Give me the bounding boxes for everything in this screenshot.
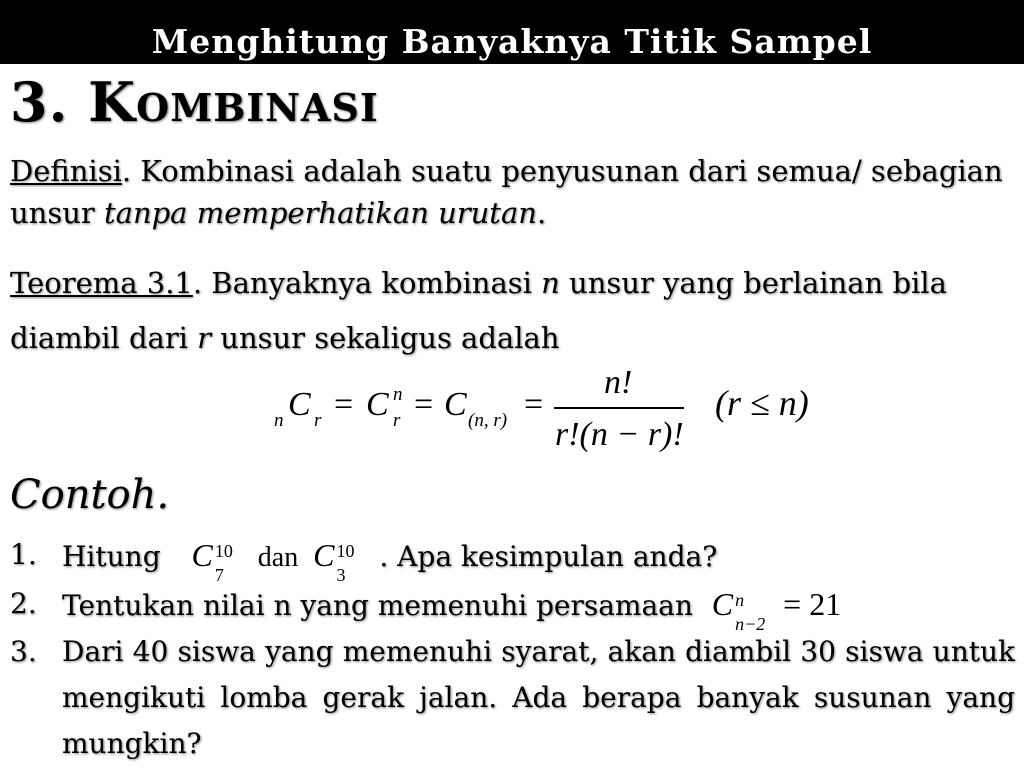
- item-text-2: . Apa kesimpulan anda?: [379, 540, 718, 573]
- example-heading: Contoh.: [10, 472, 170, 518]
- definition-paragraph: [10, 150, 1015, 234]
- formula-numerator: n!: [604, 364, 633, 401]
- theorem-var-r: r: [197, 321, 212, 355]
- formula-c2: C: [366, 386, 389, 423]
- math-sup: 10: [214, 541, 233, 561]
- definition-end: .: [536, 196, 547, 230]
- section-title: 3. Kombinasi: [10, 70, 379, 134]
- formula-r-subscript: r: [314, 410, 322, 431]
- list-item: [10, 532, 1015, 585]
- definition-term: Definisi: [10, 154, 122, 188]
- header-bar: [0, 0, 1024, 64]
- item-text: Tentukan nilai n yang memenuhi persamaan: [62, 589, 693, 622]
- formula-equals-3: =: [524, 386, 544, 423]
- formula-fraction-bar: [554, 407, 684, 409]
- item-number: 3.: [10, 635, 37, 668]
- math-c7-10: [191, 537, 249, 585]
- item-text-1: Hitung: [62, 540, 161, 573]
- math-c-symbol: C: [313, 537, 335, 573]
- formula-c1: C: [288, 386, 311, 423]
- example-list: [10, 532, 1015, 767]
- math-c-symbol: C: [711, 586, 734, 622]
- item-number: 1.: [10, 538, 37, 571]
- formula-pre-subscript: n: [274, 410, 284, 431]
- formula-equals-2: =: [414, 386, 434, 423]
- math-dan: dan: [257, 542, 299, 573]
- formula-n-superscript: n: [393, 384, 403, 405]
- math-rhs: = 21: [783, 586, 842, 622]
- theorem-text-2: unsur yang berlainan bila diambil dari: [10, 266, 947, 355]
- item-number: 2.: [10, 587, 37, 620]
- math-script-stack: [733, 583, 783, 634]
- theorem-text-3: unsur sekaligus adalah: [211, 321, 560, 355]
- formula-equals-1: =: [334, 386, 354, 423]
- formula-condition: (r ≤ n): [715, 383, 809, 423]
- math-sub: 3: [336, 565, 346, 585]
- theorem-var-n: n: [541, 266, 560, 300]
- formula-pair-subscript: (n, r): [468, 410, 508, 431]
- theorem-term: Teorema 3.1: [10, 266, 193, 300]
- math-cn-equation: [711, 586, 842, 634]
- theorem-paragraph: [10, 256, 1015, 366]
- list-item: [10, 581, 1015, 634]
- item-text: Dari 40 siswa yang memenuhi syarat, akan diambil 30 siswa untuk mengikuti lomba gerak jalan. Ada berapa banyak susunan yang mungkin?: [62, 635, 1015, 760]
- formula-r-subscript-2: r: [393, 410, 401, 431]
- list-item: [10, 629, 1015, 767]
- math-script-stack: [334, 534, 370, 585]
- math-c-symbol: C: [191, 537, 213, 573]
- math-sub: n−2: [735, 614, 766, 634]
- definition-emphasis: tanpa memperhatikan urutan: [104, 196, 537, 230]
- formula-c3: C: [444, 386, 467, 423]
- math-c3-10: [313, 537, 370, 585]
- definition-text: . Kombinasi adalah suatu penyusunan dari semua/ sebagian unsur: [10, 154, 1003, 230]
- math-sup: n: [735, 590, 745, 610]
- theorem-text-1: . Banyaknya kombinasi: [192, 266, 542, 300]
- math-sup: 10: [336, 541, 355, 561]
- combination-formula: [270, 364, 830, 460]
- header-title: Menghitung Banyaknya Titik Sampel: [151, 22, 873, 61]
- math-sub: 7: [214, 565, 224, 585]
- formula-denominator: r!(n − r)!: [555, 416, 684, 453]
- math-script-stack: [213, 534, 249, 585]
